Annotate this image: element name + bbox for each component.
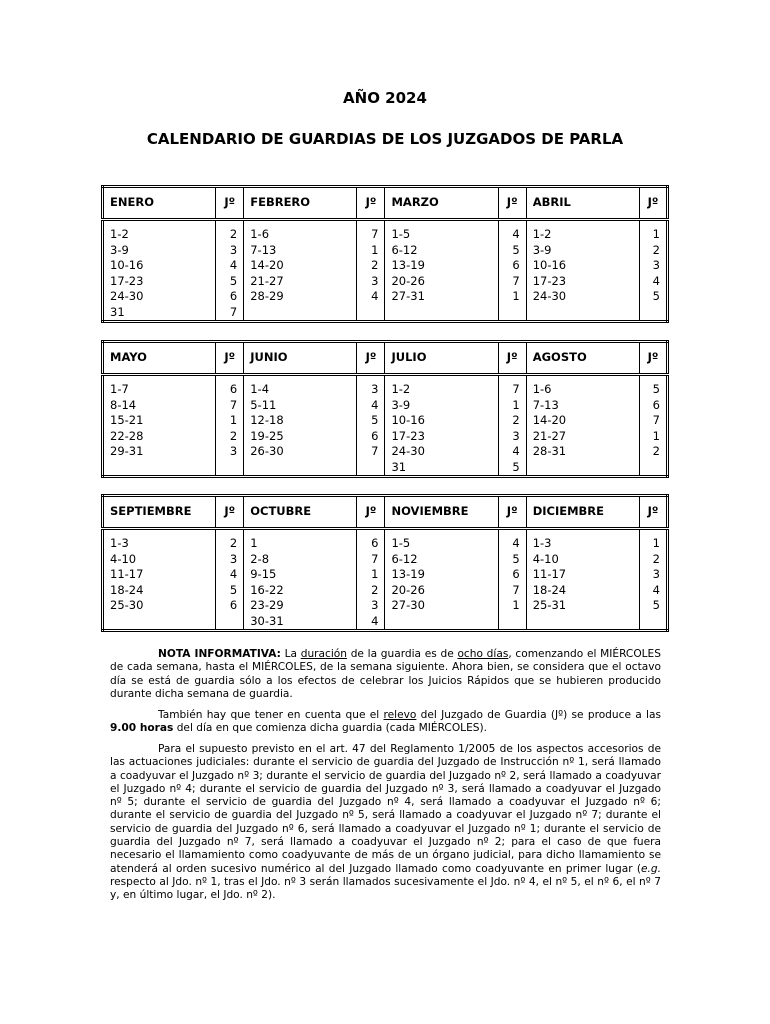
date-range: 31 [103,305,216,322]
court-header: Jº [216,187,244,220]
court-number: 1 [357,243,385,259]
court-number [357,305,385,322]
court-number: 4 [216,258,244,274]
court-number: 4 [216,567,244,583]
court-number [639,460,667,477]
court-number: 2 [639,243,667,259]
court-header: Jº [498,342,526,375]
date-range: 18-24 [526,583,639,599]
month-name: MAYO [103,342,216,375]
date-range: 28-31 [526,444,639,460]
date-range: 10-16 [526,258,639,274]
quarter-table [101,185,669,323]
court-number: 1 [498,289,526,305]
note-italic: e.g. [641,862,661,875]
court-number: 5 [639,598,667,614]
court-number: 7 [498,274,526,290]
court-number [216,460,244,477]
date-range: 1-2 [385,382,498,398]
date-range: 24-30 [526,289,639,305]
date-range [244,460,357,477]
court-number: 5 [639,382,667,398]
court-number: 6 [357,429,385,445]
date-range: 16-22 [244,583,357,599]
date-range: 11-17 [526,567,639,583]
court-number: 6 [639,398,667,414]
court-number: 5 [498,552,526,568]
court-number: 4 [639,274,667,290]
month-name: FEBRERO [244,187,357,220]
date-range: 1-3 [103,536,216,552]
date-range: 25-31 [526,598,639,614]
date-range: 7-13 [526,398,639,414]
date-range: 4-10 [526,552,639,568]
date-range: 1-5 [385,536,498,552]
table-row [103,460,668,477]
table-row [103,398,668,414]
court-number: 2 [639,552,667,568]
court-header: Jº [498,187,526,220]
date-range: 31 [385,460,498,477]
court-number: 3 [216,552,244,568]
court-header: Jº [357,187,385,220]
note-text: del día en que comienza dicha guardia (cada MIÉRCOLES). [173,722,487,735]
court-number: 3 [216,444,244,460]
date-range: 21-27 [244,274,357,290]
date-range: 17-23 [385,429,498,445]
date-range: 1-2 [103,227,216,243]
court-number: 1 [498,398,526,414]
date-range: 4-10 [103,552,216,568]
court-number: 4 [357,398,385,414]
table-row [103,258,668,274]
date-range: 14-20 [526,413,639,429]
page-title: AÑO 2024 [343,89,427,107]
month-name: SEPTIEMBRE [103,496,216,529]
date-range: 1-6 [526,382,639,398]
date-range: 24-30 [385,444,498,460]
table-row [103,444,668,460]
court-number: 3 [639,567,667,583]
month-name: MARZO [385,187,498,220]
date-range: 11-17 [103,567,216,583]
note-bold: 9.00 horas [110,722,174,735]
quarter-table [101,494,669,632]
court-header: Jº [357,496,385,529]
court-number [357,460,385,477]
note-text: de la guardia es de [346,648,458,660]
date-range: 3-9 [385,398,498,414]
court-header: Jº [639,342,667,375]
note-text: respecto al Jdo. nº 1, tras el Jdo. nº 3 serán llamados sucesivamente el Jdo. nº 4, el nº 5, el nº 6, el nº 7 y, en último lugar, el Jdo. nº 2). [110,875,661,902]
court-number: 2 [498,413,526,429]
court-number [639,305,667,322]
note-regulation [110,743,661,903]
court-number: 4 [498,536,526,552]
date-range: 14-20 [244,258,357,274]
date-range: 17-23 [103,274,216,290]
court-number: 3 [639,258,667,274]
note-underline: relevo [383,709,417,721]
court-number: 6 [216,289,244,305]
date-range: 27-31 [385,289,498,305]
date-range: 13-19 [385,567,498,583]
date-range: 12-18 [244,413,357,429]
date-range: 7-13 [244,243,357,259]
table-row [103,429,668,445]
note-relief [110,709,661,736]
court-number: 1 [357,567,385,583]
table-row [103,583,668,599]
court-number: 1 [639,429,667,445]
court-number: 2 [357,583,385,599]
date-range: 29-31 [103,444,216,460]
date-range: 3-9 [103,243,216,259]
court-number: 5 [216,583,244,599]
court-number [216,614,244,631]
note-underline: ocho días [457,648,509,660]
court-number: 1 [216,413,244,429]
court-number: 1 [639,227,667,243]
court-number: 6 [216,598,244,614]
date-range: 22-28 [103,429,216,445]
court-number: 1 [498,598,526,614]
month-name: JUNIO [244,342,357,375]
date-range: 10-16 [103,258,216,274]
table-row [103,227,668,243]
note-label: NOTA INFORMATIVA: [158,648,281,660]
date-range [244,305,357,322]
court-number: 3 [357,382,385,398]
date-range: 30-31 [244,614,357,631]
table-row [103,552,668,568]
court-number: 7 [357,227,385,243]
court-number: 5 [498,460,526,477]
court-number: 7 [498,382,526,398]
note-underline: duración [300,648,347,660]
page-subtitle: CALENDARIO DE GUARDIAS DE LOS JUZGADOS DE PARLA [146,130,624,148]
court-number: 6 [498,258,526,274]
date-range: 6-12 [385,243,498,259]
date-range: 2-8 [244,552,357,568]
court-number: 5 [216,274,244,290]
court-header: Jº [357,342,385,375]
table-row [103,598,668,614]
court-number: 4 [498,227,526,243]
date-range [385,305,498,322]
date-range: 25-30 [103,598,216,614]
date-range: 26-30 [244,444,357,460]
date-range: 1-2 [526,227,639,243]
court-number: 3 [357,274,385,290]
date-range: 21-27 [526,429,639,445]
note-text: La [280,648,301,660]
court-header: Jº [639,496,667,529]
court-number: 2 [639,444,667,460]
date-range: 20-26 [385,583,498,599]
date-range [103,614,216,631]
court-number: 6 [216,382,244,398]
table-row [103,243,668,259]
note-text: , comenzando el MIÉRCOLES de cada semana, hasta el MIÉRCOLES, de la semana siguiente. Ahora bien, se considera que el octavo día se está de guardia sólo a los efectos de celebrar los Juicios Rápidos que se hubieren producido durante dicha semana de guardia. [110,648,661,700]
court-header: Jº [216,342,244,375]
month-name: ENERO [103,187,216,220]
court-header: Jº [498,496,526,529]
table-row [103,305,668,322]
court-number: 4 [498,444,526,460]
table-row [103,382,668,398]
date-range: 8-14 [103,398,216,414]
note-duration [110,648,661,701]
date-range [526,614,639,631]
month-name: ABRIL [526,187,639,220]
court-number [498,614,526,631]
date-range: 19-25 [244,429,357,445]
court-number: 6 [357,536,385,552]
court-number: 3 [357,598,385,614]
court-number: 7 [498,583,526,599]
month-name: NOVIEMBRE [385,496,498,529]
date-range: 9-15 [244,567,357,583]
date-range: 1-4 [244,382,357,398]
note-text: Para el supuesto previsto en el art. 47 del Reglamento 1/2005 de los aspectos accesorios de las actuaciones judiciales: durante el servicio de guardia del Juzgado de Instrucción nº 1, será llamado a coadyuvar el Juzgado nº 3; durante el servicio de guardia del Juzgado nº 2, será llamado a coadyuvar el Juzgado nº 4; durante el servicio de guardia del Juzgado nº 3, será llamado a coadyuvar el Juzgado nº 5; durante el servicio de guardia del Juzgado nº 4, será llamado a coadyuvar el Juzgado nº 6; durante el servicio de guardia del Juzgado nº 5, será llamado a coadyuvar el Juzgado nº 7; durante el servicio de guardia del Juzgado nº 6, será llamado a coadyuvar el Juzgado nº 1; durante el servicio de guardia del Juzgado nº 7, será llamado a coadyuvar el Juzgado nº 2; para el caso de que fuera necesario el llamamiento como coadyuvante de más de un órgano judicial, para dicho llamamiento se atenderá al orden sucesivo numérico al del Juzgado llamado como coadyuvante en primer lugar ( [110,743,661,875]
date-range: 27-30 [385,598,498,614]
table-row [103,567,668,583]
court-number: 7 [216,398,244,414]
court-number: 6 [498,567,526,583]
court-number: 5 [498,243,526,259]
date-range: 23-29 [244,598,357,614]
month-name: OCTUBRE [244,496,357,529]
table-row [103,274,668,290]
date-range: 17-23 [526,274,639,290]
table-row [103,536,668,552]
table-row [103,614,668,631]
quarter-table [101,340,669,478]
court-number: 7 [357,552,385,568]
court-number: 3 [216,243,244,259]
court-number: 1 [639,536,667,552]
date-range: 18-24 [103,583,216,599]
date-range: 1-7 [103,382,216,398]
court-number: 5 [639,289,667,305]
date-range: 1 [244,536,357,552]
date-range: 15-21 [103,413,216,429]
date-range: 13-19 [385,258,498,274]
court-number: 2 [216,227,244,243]
court-number [498,305,526,322]
date-range: 1-3 [526,536,639,552]
date-range: 20-26 [385,274,498,290]
month-name: DICIEMBRE [526,496,639,529]
table-row [103,289,668,305]
date-range [103,460,216,477]
court-number: 2 [216,536,244,552]
court-header: Jº [639,187,667,220]
court-number: 7 [357,444,385,460]
date-range: 10-16 [385,413,498,429]
date-range: 24-30 [103,289,216,305]
court-number: 2 [357,258,385,274]
court-number: 4 [357,614,385,631]
month-name: JULIO [385,342,498,375]
table-row [103,413,668,429]
date-range: 28-29 [244,289,357,305]
court-number: 4 [639,583,667,599]
court-header: Jº [216,496,244,529]
date-range [385,614,498,631]
date-range: 1-6 [244,227,357,243]
court-number [639,614,667,631]
month-name: AGOSTO [526,342,639,375]
date-range [526,460,639,477]
date-range: 5-11 [244,398,357,414]
date-range: 6-12 [385,552,498,568]
court-number: 7 [216,305,244,322]
note-text: del Juzgado de Guardia (Jº) se produce a las [416,709,661,721]
date-range: 3-9 [526,243,639,259]
note-text: También hay que tener en cuenta que el [158,709,384,721]
date-range: 1-5 [385,227,498,243]
court-number: 5 [357,413,385,429]
court-number: 2 [216,429,244,445]
court-number: 3 [498,429,526,445]
court-number: 4 [357,289,385,305]
date-range [526,305,639,322]
court-number: 7 [639,413,667,429]
